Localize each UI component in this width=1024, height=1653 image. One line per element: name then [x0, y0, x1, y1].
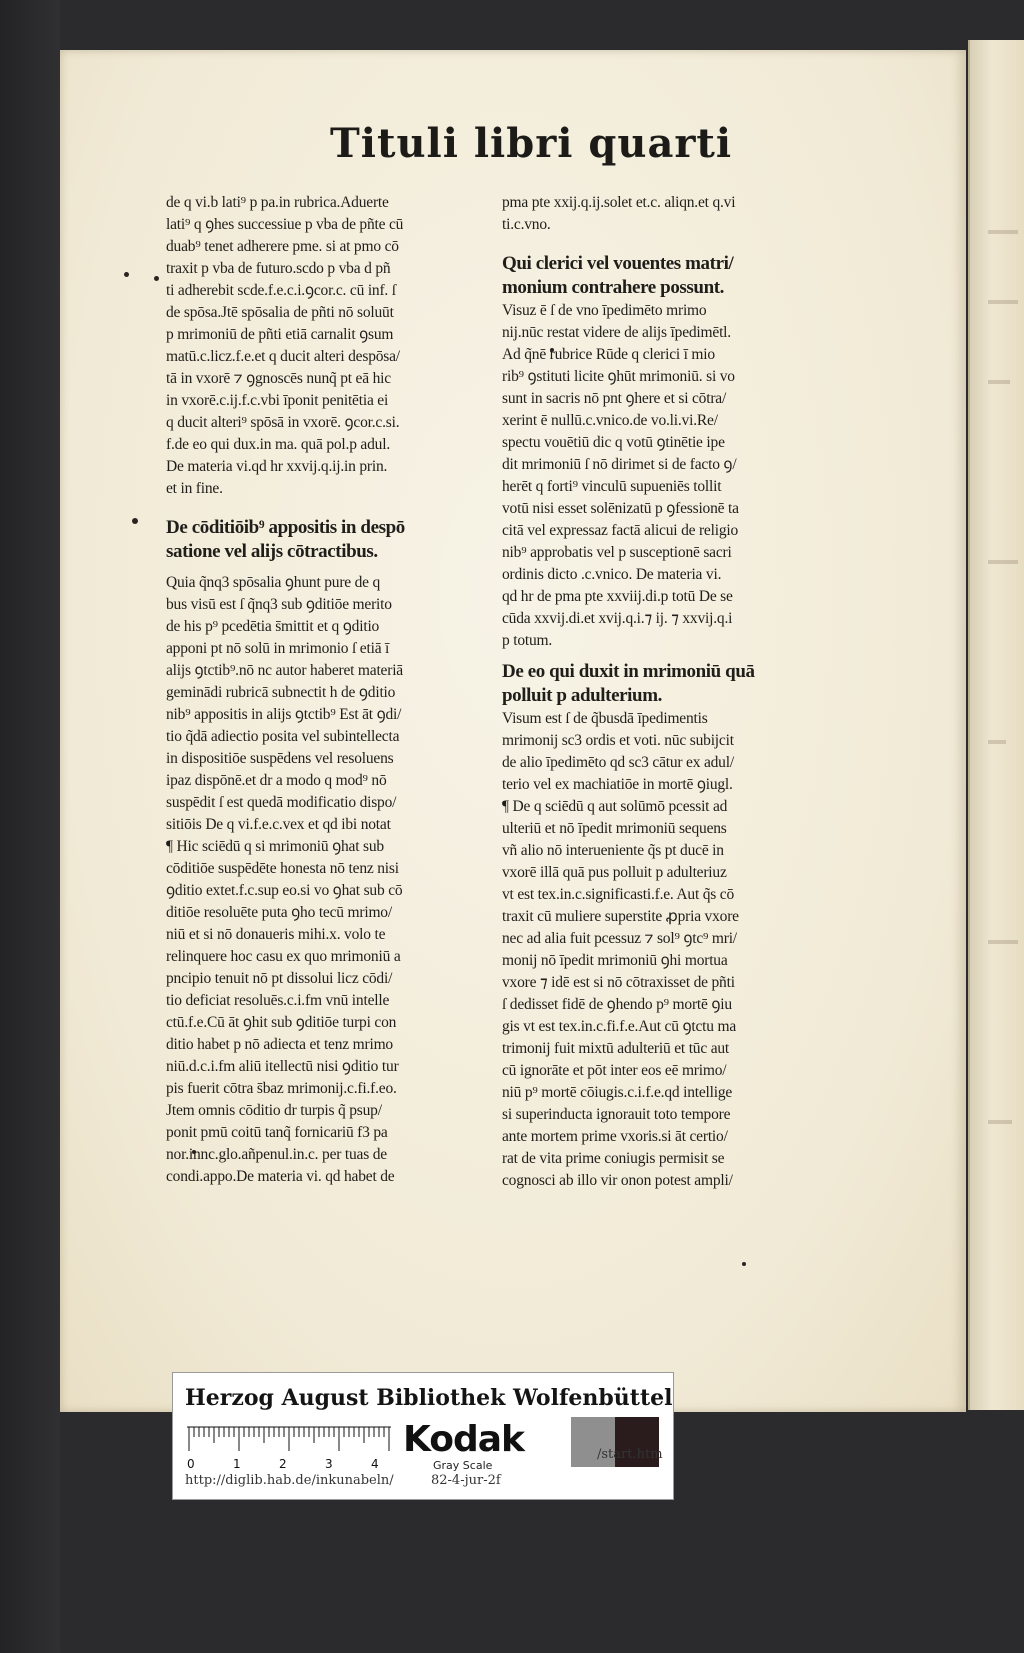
left-paragraph-1 — [166, 192, 488, 500]
text-line: herēt q forti⁹ vinculū supueniēs tollit — [502, 478, 722, 495]
text-line: duab⁹ tenet adherere pme. si at pmo cō — [166, 238, 399, 255]
text-line: ¶ Hic sciēdū q si mrimoniū ꝯhat sub — [166, 838, 384, 855]
text-line: ipaz dispōnē.et dr a modo q mod⁹ nō — [166, 772, 387, 789]
text-line: cū ignorāte et pōt inter eos eē mrimo/ — [502, 1062, 727, 1079]
ruler-number: 4 — [371, 1457, 379, 1471]
text-line: spectu vouētiū dic q votū ꝯtinētie ipe — [502, 434, 725, 451]
text-line: condi.appo.De materia vi. qd habet de — [166, 1168, 395, 1185]
text-line: nor.innc.glo.añpenul.in.c. per tuas de — [166, 1146, 387, 1163]
scan-background-left — [0, 0, 60, 1653]
left-section-heading — [166, 516, 488, 564]
text-line: q ducit alteri⁹ spōsā in vxorē. ꝯcor.c.si. — [166, 414, 400, 431]
text-line: ponit pmū coitū tanq̃ fornicariū f3 pa — [166, 1124, 388, 1141]
text-line: tā in vxorē ⁊ ꝯgnoscēs nunq̃ pt eā hic — [166, 370, 391, 387]
text-line: tio q̃dā adiectio posita vel subintellecta — [166, 728, 400, 745]
text-line: Visuz ē ſ de vno īpedimēto mrimo — [502, 302, 707, 319]
text-line: rib⁹ ꝯstituti licite ꝯhūt mrimoniū. si vo — [502, 368, 735, 385]
text-line: lati⁹ q ꝯhes successiue p vba de pñte cū — [166, 216, 404, 233]
text-line: Jtem omnis cōditio dr turpis q̃ psup/ — [166, 1102, 382, 1119]
text-line: niū p⁹ mortē cōiugis.c.i.f.e.qd intellige — [502, 1084, 733, 1101]
right-paragraph-1 — [502, 192, 832, 236]
text-line: f.de eo qui dux.in ma. quā pol.p adul. — [166, 436, 390, 453]
text-line: votū nisi esset solēnizatū p ꝯfessionē ta — [502, 500, 739, 517]
text-line: in vxorē.c.ij.f.c.vbi īponit penitētia ei — [166, 392, 389, 409]
text-line: niū.d.c.i.fm aliū itellectū nisi ꝯditio tur — [166, 1058, 399, 1075]
text-line: ti.c.vno. — [502, 216, 551, 233]
text-line: traxit p vba de futuro.scdo p vba d pñ — [166, 260, 391, 277]
margin-mark — [132, 518, 138, 524]
text-line: bus visū est ſ q̃nq3 sub ꝯditiōe merito — [166, 596, 392, 613]
text-line: sitiōis De q vi.f.e.c.vex et qd ibi notat — [166, 816, 391, 833]
text-line: vñ alio nō interueniente q̃s pt ducē in — [502, 842, 724, 859]
right-column — [502, 192, 832, 1192]
ruler-number: 2 — [279, 1457, 287, 1471]
right-paragraph-3 — [502, 708, 832, 1192]
text-line: citā vel expressaz factā alicui de religio — [502, 522, 739, 539]
ruler-number: 3 — [325, 1457, 333, 1471]
text-line: relinquere hoc casu ex quo mrimoniū a — [166, 948, 401, 965]
heading-line: satione vel alijs cōtractibus. — [166, 541, 378, 562]
margin-mark — [124, 272, 129, 277]
text-line: terio vel ex machiatiōe in mortē ꝯiugl. — [502, 776, 733, 793]
text-line: pncipio tenuit nō pt dissolui licz cōdi/ — [166, 970, 393, 987]
shelfmark: 82-4-jur-2f — [431, 1473, 501, 1488]
library-url: http://diglib.hab.de/inkunabeln/ — [185, 1473, 394, 1488]
text-line: Visum est ſ de q̃busdā īpedimentis — [502, 710, 708, 727]
text-line: ditiōe resoluēte puta ꝯho tecū mrimo/ — [166, 904, 392, 921]
right-paragraph-2 — [502, 300, 832, 652]
text-line: rat de vita prime coniugis permisit se — [502, 1150, 725, 1167]
text-line: p totum. — [502, 632, 553, 649]
text-line: gis vt est tex.in.c.fi.f.e.Aut cū ꝯtctu ma — [502, 1018, 737, 1035]
ruler-number: 0 — [187, 1457, 195, 1471]
text-line: Ad q̃nē rubrice Rūde q clerici ī mio — [502, 346, 715, 363]
text-line: mrimonij sc3 ordis et voti. nūc subijcit — [502, 732, 734, 749]
kodak-brand: Kodak — [403, 1419, 524, 1460]
text-line: xerint ē nullū.c.vnico.de vo.li.vi.Re/ — [502, 412, 718, 429]
library-name: Herzog August Bibliothek Wolfenbüttel — [185, 1385, 673, 1411]
text-line: de alio īpedimēto qd sc3 cātur ex adul/ — [502, 754, 734, 771]
text-line: si superinducta ignorauit toto tempore — [502, 1106, 731, 1123]
text-line: ulteriū et nō īpedit mrimoniū sequens — [502, 820, 727, 837]
text-line: et in fine. — [166, 480, 223, 497]
text-line: ante mortem prime vxoris.si āt certio/ — [502, 1128, 728, 1145]
text-line: ordinis dicto .c.vnico. De materia vi. — [502, 566, 722, 583]
text-line: in dispositiōe suspēdens vel resoluens — [166, 750, 394, 767]
text-line: geminādi rubricā subnectit h de ꝯditio — [166, 684, 396, 701]
text-line: pma pte xxij.q.ij.solet et.c. aliqn.et q.vi — [502, 194, 736, 211]
text-line: ¶ De q sciēdū q aut solūmō pcessit ad — [502, 798, 728, 815]
text-line: monij nō īpedit mrimoniū ꝯhi mortua — [502, 952, 728, 969]
kodak-color-target — [172, 1372, 674, 1500]
text-line: ti adherebit scde.f.e.c.i.ꝯcor.c. cū inf. ſ — [166, 282, 396, 299]
text-line: de his p⁹ pcedētia s̄mittit et q ꝯditio — [166, 618, 380, 635]
text-line: cōditiōe suspēdēte honesta nō tenz nisi — [166, 860, 399, 877]
text-line: vxore ⁊ idē est si nō cōtraxisset de pñti — [502, 974, 735, 991]
text-line: cūda xxvij.di.et xvij.q.i.⁊ ij. ⁊ xxvij.q.i — [502, 610, 733, 627]
text-line: ꝯditio extet.f.c.sup eo.si vo ꝯhat sub cō — [166, 882, 403, 899]
text-line: de q vi.b lati⁹ p pa.in rubrica.Aduerte — [166, 194, 389, 211]
text-line: dit mrimoniū ſ nō dirimet si de facto ꝯ/ — [502, 456, 737, 473]
text-line: qd hr de pma pte xxviij.di.p totū De se — [502, 588, 733, 605]
text-line: De materia vi.qd hr xxvij.q.ij.in prin. — [166, 458, 388, 475]
text-line: trimonij fuit mixtū adulteriū et tūc aut — [502, 1040, 730, 1057]
text-line: apponi pt nō solū in mrimonio ſ etiā ī — [166, 640, 390, 657]
text-line: ditio habet p nō adiecta et tenz mrimo — [166, 1036, 393, 1053]
right-section-heading-2 — [502, 660, 832, 708]
text-line: tio deficiat resoluēs.c.i.fm vnū intelle — [166, 992, 390, 1009]
text-line: ctū.f.e.Cū āt ꝯhit sub ꝯditiōe turpi con — [166, 1014, 397, 1031]
heading-line: polluit p adulterium. — [502, 685, 662, 706]
heading-line: Qui clerici vel vouentes matri/ — [502, 253, 734, 274]
running-head: Tituli libri quarti — [330, 120, 733, 167]
text-line: sunt in sacris nō pnt ꝯhere et si cōtra/ — [502, 390, 727, 407]
left-paragraph-2 — [166, 572, 488, 1188]
facing-page-edge — [968, 40, 1024, 1410]
text-line: traxit cū muliere superstite ꝓpria vxore — [502, 908, 739, 925]
scale-ruler — [187, 1423, 391, 1471]
right-section-heading-1 — [502, 252, 832, 300]
heading-line: De eo qui duxit in mrimoniū quā — [502, 661, 755, 682]
text-line: p mrimoniū de pñti etiā carnalit ꝯsum — [166, 326, 394, 343]
left-column — [166, 192, 488, 1188]
text-line: nib⁹ appositis in alijs ꝯtctib⁹ Est āt ꝯdi/ — [166, 706, 402, 723]
text-line: ſ dedisset fidē de ꝯhendo p⁹ mortē ꝯiu — [502, 996, 732, 1013]
text-line: vt est tex.in.c.significasti.f.e. Aut q̃s cō — [502, 886, 735, 903]
text-line: de spōsa.Jtē spōsalia de pñti nō soluūt — [166, 304, 394, 321]
text-line: vxorē illā quā pus polluit p adulteriuz — [502, 864, 727, 881]
margin-mark — [742, 1262, 746, 1266]
text-line: matū.c.licz.f.e.et q ducit alteri despōsa/ — [166, 348, 400, 365]
text-line: nec ad alia fuit pcessuz ⁊ sol⁹ ꝯtc⁹ mri/ — [502, 930, 737, 947]
text-line: cognosci ab illo vir onon potest ampli/ — [502, 1172, 733, 1189]
gray-scale-label: Gray Scale — [433, 1459, 493, 1472]
text-line: nij.nūc restat videre de alijs īpedimētl. — [502, 324, 731, 341]
text-line: pis fuerit cōtra s̄baz mrimonij.c.fi.f.eo. — [166, 1080, 397, 1097]
text-line: alijs ꝯtctib⁹.nō nc autor haberet materiā — [166, 662, 403, 679]
heading-line: De cōditiōib⁹ appositis in despō — [166, 517, 405, 538]
text-line: suspēdit ſ est quedā modificatio dispo/ — [166, 794, 397, 811]
text-line: nib⁹ approbatis vel p susceptionē sacri — [502, 544, 732, 561]
ruler-number: 1 — [233, 1457, 241, 1471]
kodak-logo — [403, 1419, 533, 1471]
ruler-ticks — [187, 1423, 391, 1453]
start-url: /start.htm — [597, 1447, 663, 1462]
text-line: Quia q̃nq3 spōsalia ꝯhunt pure de q — [166, 574, 381, 591]
text-line: niū et si nō donaueris mihi.x. volo te — [166, 926, 386, 943]
margin-mark — [154, 276, 159, 281]
heading-line: monium contrahere possunt. — [502, 277, 725, 298]
